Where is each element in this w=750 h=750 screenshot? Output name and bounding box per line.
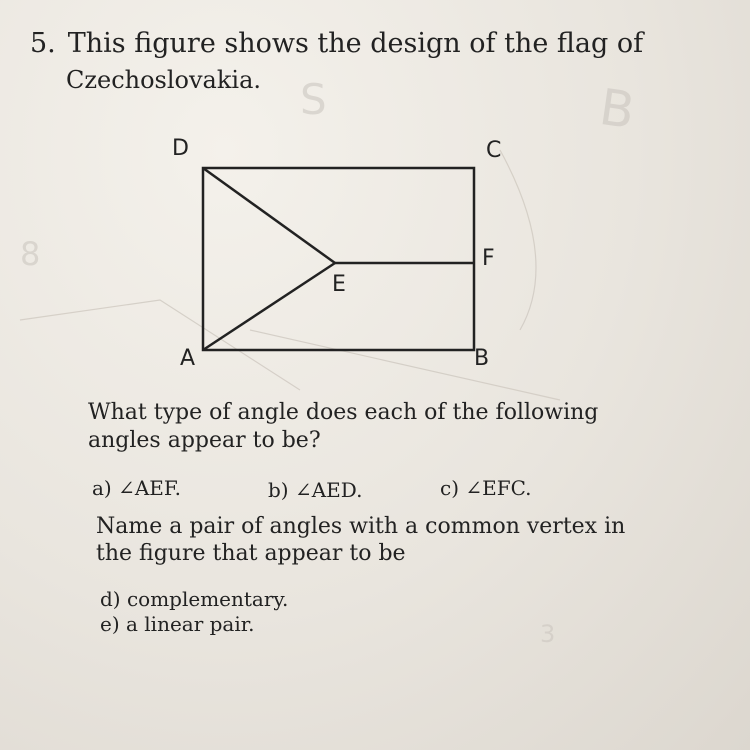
vertex-label-f: F [482,246,495,271]
question-title: This figure shows the design of the flag of [67,28,644,59]
vertex-label-e: E [332,272,346,297]
vertex-label-a: A [180,346,196,371]
item-a: a) ∠AEF. [92,476,182,500]
prompt-common-vertex-line1: Name a pair of angles with a common vertex in [96,514,626,539]
item-b: b) ∠AED. [268,478,363,502]
bleed-through-marks: 3 [540,620,556,648]
segment-de [203,168,335,263]
question-title-line2: Czechoslovakia. [66,66,262,94]
vertex-label-b: B [474,346,490,371]
bleed-through-marks: 8 [20,235,41,273]
vertex-label-d: D [172,136,189,161]
vertex-label-c: C [486,138,502,163]
bleed-through-marks: S [300,75,327,124]
bleed-through-marks: B [596,77,639,141]
item-e: e) a linear pair. [100,612,255,636]
item-c: c) ∠EFC. [440,476,532,500]
question-number: 5. [30,28,56,59]
prompt-common-vertex-line2: the figure that appear to be [96,541,406,566]
item-d: d) complementary. [100,587,289,611]
prompt-angle-type-line2: angles appear to be? [88,428,321,453]
segment-ae [203,263,335,350]
prompt-angle-type-line1: What type of angle does each of the following [88,400,599,425]
